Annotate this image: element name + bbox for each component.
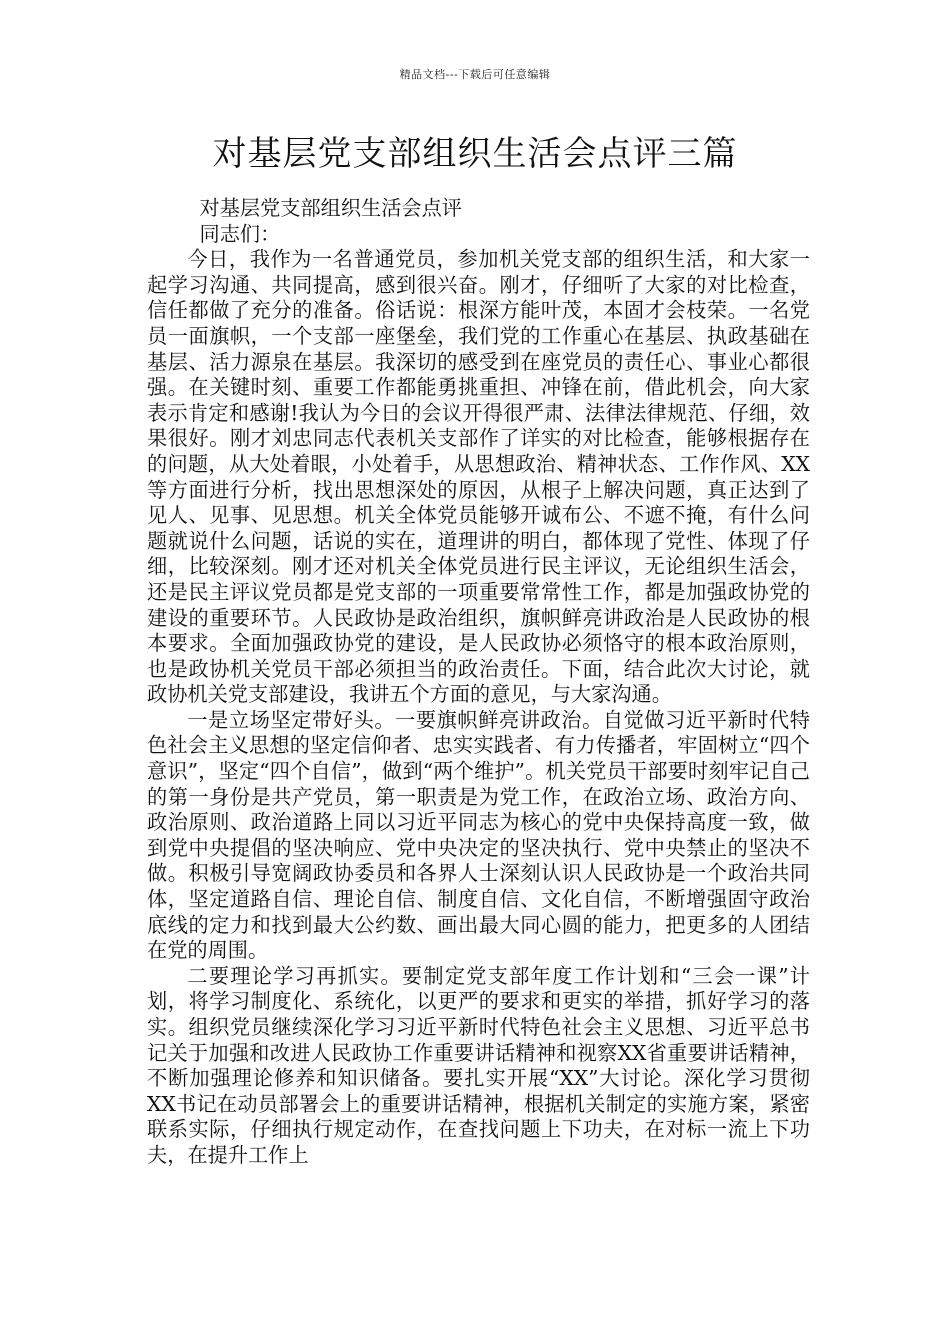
header-note: 精品文档---下载后可任意编辑 <box>399 68 551 81</box>
paragraph: 今日，我作为一名普通党员，参加机关党支部的组织生活，和大家一起学习沟通、共同提高，感到很兴奋。刚才，仔细听了大家的对比检查，信任都做了充分的准备。俗话说：根深方能叶茂，本固才会枝荣。一名党员一面旗帜，一个支部一座堡垒，我们党的工作重心在基层、执政基础在基层、活力源泉在基层。我深切的感受到在座党员的责任心、事业心都很强。在关键时刻、重要工作都能勇挑重担、冲锋在前，借此机会，向大家表示肯定和感谢!我认为今日的会议开得很严肃、法律法律规范、仔细，效果很好。刚才刘忠同志代表机关支部作了详实的对比检查，能够根据存在的问题，从大处着眼，小处着手，从思想政治、精神状态、工作作风、XX等方面进行分析，找出思想深处的原因，从根子上解决问题，真正达到了见人、见事、见思想。机关全体党员能够开诚布公、不遮不掩，有什么问题就说什么问题，话说的实在，道理讲的明白，都体现了党性、体现了仔细，比较深刻。刚才还对机关全体党员进行民主评议，无论组织生活会，还是民主评议党员都是党支部的一项重要常常性工作，都是加强政协党的建设的重要环节。人民政协是政治组织，旗帜鲜亮讲政治是人民政协的根本要求。全面加强政协党的建设，是人民政协必须恪守的根本政治原则，也是政协机关党员干部必须担当的政治责任。下面，结合此次大讨论，就政协机关党支部建设，我讲五个方面的意见，与大家沟通。 <box>147 247 810 707</box>
subtitle: 对基层党支部组织生活会点评 <box>199 196 462 220</box>
document-body <box>147 196 810 1169</box>
paragraph: 二要理论学习再抓实。要制定党支部年度工作计划和“三会一课”计划，将学习制度化、系统化，以更严的要求和更实的举措，抓好学习的落实。组织党员继续深化学习习近平新时代特色社会主义思想、习近平总书记关于加强和改进人民政协工作重要讲话精神和视察XX省重要讲话精神，不断加强理论修养和知识储备。要扎实开展“XX”大讨论。深化学习贯彻XX书记在动员部署会上的重要讲话精神，根据机关制定的实施方案，紧密联系实际，仔细执行规定动作，在查找问题上下功夫，在对标一流上下功夫，在提升工作上 <box>147 963 810 1167</box>
salutation: 同志们： <box>199 221 281 246</box>
document-title: 对基层党支部组织生活会点评三篇 <box>212 134 738 174</box>
paragraph: 一是立场坚定带好头。一要旗帜鲜亮讲政治。自觉做习近平新时代特色社会主义思想的坚定信仰者、忠实实践者、有力传播者，牢固树立“四个意识”，坚定“四个自信”，做到“两个维护”。机关党员干部要时刻牢记自己的第一身份是共产党员，第一职责是为党工作，在政治立场、政治方向、政治原则、政治道路上同以习近平同志为核心的党中央保持高度一致，做到党中央提倡的坚决响应、党中央决定的坚决执行、党中央禁止的坚决不做。积极引导宽阔政协委员和各界人士深刻认识人民政协是一个政治共同体，坚定道路自信、理论自信、制度自信、文化自信，不断增强固守政治底线的定力和找到最大公约数、画出最大同心圆的能力，把更多的人团结在党的周围。 <box>147 707 810 963</box>
